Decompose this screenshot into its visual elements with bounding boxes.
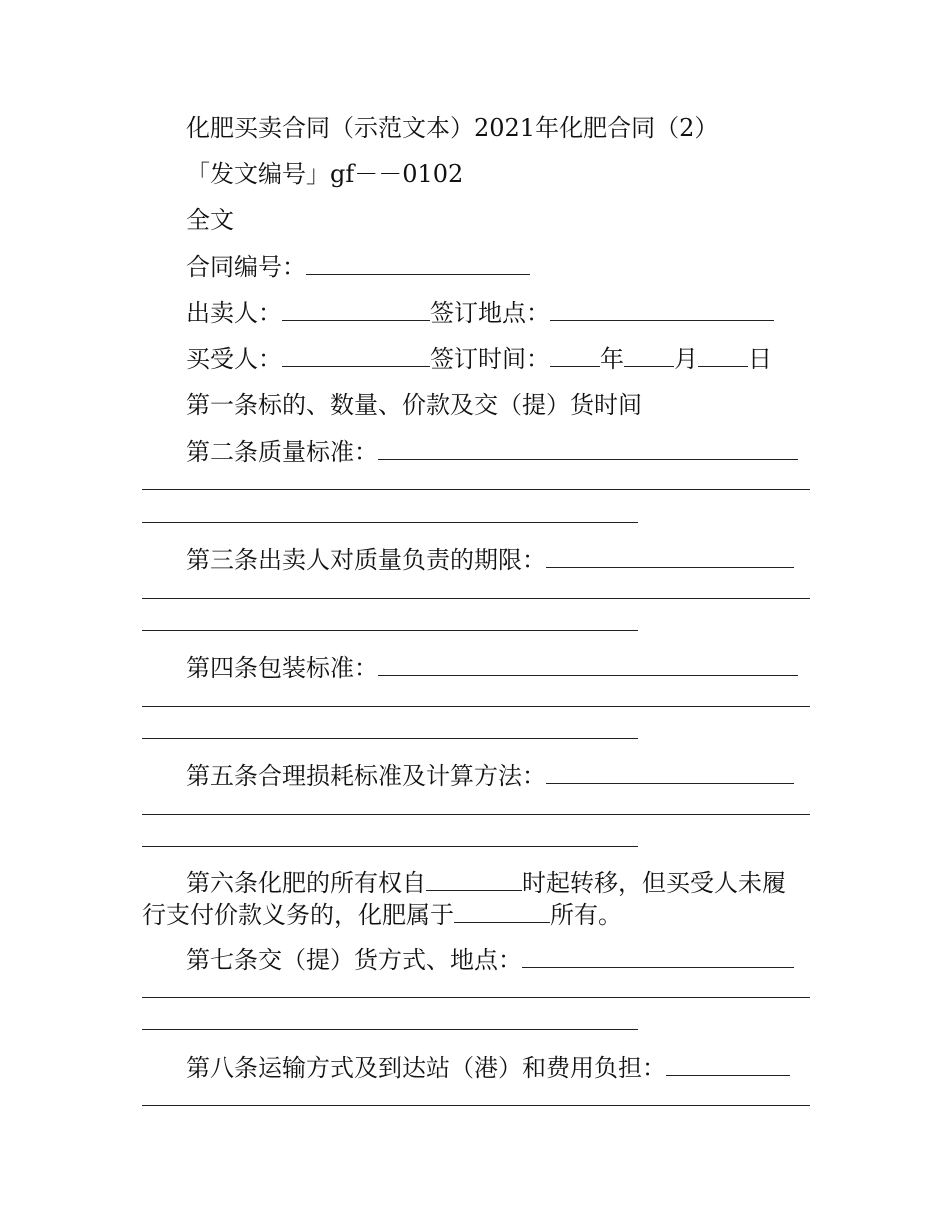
day-blank bbox=[698, 344, 748, 367]
article-7-rule-1 bbox=[142, 997, 810, 998]
sign-place-blank bbox=[550, 298, 774, 321]
article-3-blank bbox=[546, 545, 794, 568]
article-5-rule-2 bbox=[142, 846, 638, 847]
buyer-label: 买受人： bbox=[186, 345, 282, 373]
full-text-label bbox=[186, 203, 810, 237]
day-label: 日 bbox=[748, 345, 772, 373]
article-4-blank bbox=[378, 653, 798, 676]
article-6-text-2: 时起转移，但买受人未履 bbox=[522, 869, 786, 897]
title-text: 化肥买卖合同（示范文本）2021年化肥合同（2） bbox=[186, 114, 719, 142]
article-6 bbox=[186, 866, 810, 900]
year-blank bbox=[550, 344, 600, 367]
month-label: 月 bbox=[674, 345, 698, 373]
article-2-rule-2 bbox=[142, 522, 638, 523]
month-blank bbox=[624, 344, 674, 367]
article-6-text-3: 行支付价款义务的，化肥属于 bbox=[142, 901, 454, 929]
seller-label: 出卖人： bbox=[186, 299, 282, 327]
sign-time-label: 签订时间： bbox=[430, 345, 550, 373]
article-6-continued bbox=[142, 898, 766, 932]
doc-number-text: 「发文编号」gf－－0102 bbox=[186, 160, 464, 188]
article-6-blank-2 bbox=[454, 900, 550, 923]
article-1-text: 第一条标的、数量、价款及交（提）货时间 bbox=[186, 391, 642, 419]
article-3-rule-1 bbox=[142, 598, 810, 599]
article-5-blank bbox=[546, 761, 794, 784]
article-8 bbox=[186, 1051, 810, 1085]
seller-row bbox=[186, 296, 810, 330]
article-3-text: 第三条出卖人对质量负责的期限： bbox=[186, 546, 546, 574]
contract-number-label: 合同编号： bbox=[186, 253, 306, 281]
article-2-rule-1 bbox=[142, 489, 810, 490]
article-3-rule-2 bbox=[142, 630, 638, 631]
year-label: 年 bbox=[600, 345, 624, 373]
article-4-rule-2 bbox=[142, 738, 638, 739]
document-title bbox=[186, 111, 810, 145]
article-4-rule-1 bbox=[142, 706, 810, 707]
article-6-text-1: 第六条化肥的所有权自 bbox=[186, 869, 426, 897]
buyer-blank bbox=[282, 344, 430, 367]
article-8-rule-1 bbox=[142, 1105, 810, 1106]
article-6-text-4: 所有。 bbox=[550, 901, 622, 929]
article-4 bbox=[186, 651, 810, 685]
contract-number-row bbox=[186, 250, 810, 284]
article-4-text: 第四条包装标准： bbox=[186, 654, 378, 682]
buyer-row bbox=[186, 342, 810, 376]
article-7 bbox=[186, 943, 810, 977]
full-text-text: 全文 bbox=[186, 206, 234, 234]
document-number bbox=[186, 157, 810, 191]
article-7-rule-2 bbox=[142, 1029, 638, 1030]
article-8-text: 第八条运输方式及到达站（港）和费用负担： bbox=[186, 1054, 666, 1082]
article-7-blank bbox=[522, 945, 794, 968]
sign-place-label: 签订地点： bbox=[430, 299, 550, 327]
contract-number-blank bbox=[306, 252, 530, 275]
article-6-blank-1 bbox=[426, 868, 522, 891]
article-5-text: 第五条合理损耗标准及计算方法： bbox=[186, 762, 546, 790]
article-5-rule-1 bbox=[142, 814, 810, 815]
article-2-text: 第二条质量标准： bbox=[186, 438, 378, 466]
seller-blank bbox=[282, 298, 430, 321]
article-3 bbox=[186, 543, 810, 577]
article-5 bbox=[186, 759, 810, 793]
article-2 bbox=[186, 435, 810, 469]
article-7-text: 第七条交（提）货方式、地点： bbox=[186, 946, 522, 974]
article-8-blank bbox=[666, 1053, 790, 1076]
article-1 bbox=[186, 388, 810, 422]
article-2-blank bbox=[378, 437, 798, 460]
